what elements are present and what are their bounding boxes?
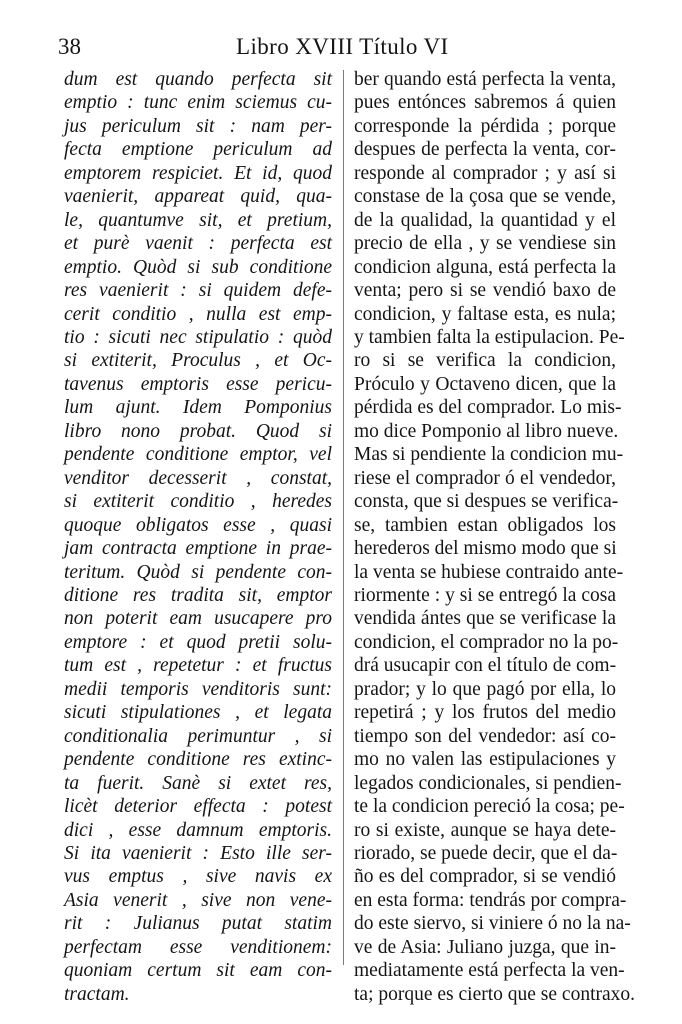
spanish-text-line: riorado, se puede decir, que el da- [354, 842, 618, 864]
spanish-text-line: legados condicionales, si pendien- [354, 772, 622, 794]
latin-text-line: sicuti stipulationes , et legata [64, 702, 332, 724]
spanish-text-line: pues entónces sabremos á quien [354, 92, 616, 114]
latin-text-column [64, 68, 332, 1006]
latin-text-line: jam contracta emptione in prae- [64, 538, 332, 560]
spanish-text-line: responde al comprador ; y así si [354, 162, 616, 184]
spanish-text-line: se, tambien estan obligados los [354, 514, 616, 536]
latin-text-line: venditor decesserit , constat, [64, 467, 332, 489]
latin-text-line: emptio : tunc enim sciemus cu- [64, 92, 332, 114]
column-divider [343, 70, 344, 965]
spanish-text-line: ber quando está perfecta la venta, [354, 69, 616, 90]
latin-text-line: Asia venerit , sive non vene- [64, 889, 332, 911]
latin-text-line: tio : sicuti nec stipulatio : quòd [64, 326, 332, 348]
latin-text-line: lum ajunt. Idem Pomponius [64, 397, 332, 419]
running-head: Libro XVIII Título VI [236, 34, 449, 59]
latin-text-line: le, quantumve sit, et pretium, [64, 209, 332, 231]
latin-text-line: ta fuerit. Sanè si extet res, [64, 772, 332, 794]
spanish-text-line: venta; pero si se vendió baxo de [354, 280, 616, 302]
spanish-text-line: consta, que si despues se verifica- [354, 491, 619, 513]
latin-text-line: res vaenierit : si quidem defe- [64, 280, 332, 302]
latin-text-line: jus periculum sit : nam per- [64, 115, 332, 137]
latin-text-line: teritum. Quòd si pendente con- [64, 561, 332, 583]
latin-text-line: licèt deterior effecta : potest [64, 796, 332, 818]
latin-text-line: quoque obligatos esse , quasi [64, 514, 332, 536]
spanish-text-line: prador; y lo que pagó por ella, lo [354, 678, 616, 700]
spanish-text-line: ro si se verifica la condicion, [354, 350, 616, 372]
spanish-text-line: drá usucapir con el título de com- [354, 655, 617, 677]
spanish-text-line: constase de la çosa que se vende, [354, 186, 616, 208]
latin-text-line: pendente conditione res extinc- [64, 749, 332, 771]
latin-text-line: medii temporis venditoris sunt: [64, 678, 332, 700]
latin-text-line: emptio. Quòd si sub conditione [64, 256, 332, 278]
spanish-text-line: despues de perfecta la venta, cor- [354, 139, 616, 161]
latin-text-line: et purè vaenit : perfecta est [64, 233, 332, 255]
spanish-text-line: de la qualidad, la quantidad y el [354, 209, 616, 231]
latin-text-line: si extiterit conditio , heredes [64, 491, 332, 513]
spanish-text-line: tiempo son del vendedor: así co- [354, 725, 616, 747]
latin-text-line: dici , esse damnum emptoris. [64, 819, 332, 841]
spanish-text-column [354, 68, 636, 1006]
latin-text-line: perfectam esse venditionem: [64, 936, 332, 958]
spanish-text-line: mo dice Pomponio al libro nueve. [354, 420, 619, 442]
spanish-text-line: condicion, y faltase esta, es nula; [354, 303, 616, 325]
latin-text-line: cerit conditio , nulla est emp- [64, 303, 332, 325]
spanish-text-line: ro si existe, aunque se haya dete- [354, 819, 616, 841]
latin-text-line: ditione res tradita sit, emptor [64, 584, 332, 606]
page-number: 38 [58, 34, 81, 59]
spanish-text-line: corresponde la pérdida ; porque [354, 115, 616, 137]
latin-text-line: quoniam certum sit eam con- [64, 960, 332, 982]
spanish-text-line: pérdida es del comprador. Lo mis- [354, 397, 622, 419]
latin-text-line: vaenierit, appareat quid, qua- [64, 186, 332, 208]
latin-text-line: libro nono probat. Quod si [64, 420, 332, 442]
latin-text-line: emptorem respiciet. Et id, quod [64, 162, 332, 184]
latin-text-line: tavenus emptoris esse pericu- [64, 373, 332, 395]
spanish-text-line: do este siervo, si viniere ó no la na- [354, 913, 631, 935]
spanish-text-line: precio de ella , y se vendiese sin [354, 233, 616, 255]
spanish-text-line: repetirá ; y los frutos del medio [354, 702, 616, 724]
latin-text-line: fecta emptione periculum ad [64, 139, 332, 161]
spanish-text-line: riese el comprador ó el vendedor, [354, 467, 616, 489]
latin-text-line: tractam. [64, 983, 130, 1005]
spanish-text-line: mo no valen las estipulaciones y [354, 749, 616, 771]
spanish-text-line: herederos del mismo modo que si [354, 538, 617, 560]
latin-text-line: rit : Julianus putat statim [64, 913, 332, 935]
spanish-text-line: ta; porque es cierto que se contraxo. [354, 983, 636, 1005]
spanish-text-line: ve de Asia: Juliano juzga, que in- [354, 936, 616, 958]
spanish-text-line: condicion, el comprador no la po- [354, 631, 619, 653]
spanish-text-line: en esta forma: tendrás por compra- [354, 889, 627, 911]
spanish-text-line: Próculo y Octaveno dicen, que la [354, 373, 616, 395]
latin-text-line: tum est , repetetur : et fructus [64, 655, 332, 677]
spanish-text-line: riormente : y si se entregó la cosa [354, 584, 616, 606]
spanish-text-line: vendida ántes que se verificase la [354, 608, 616, 630]
spanish-text-line: y tambien falta la estipulacion. Pe- [354, 326, 625, 348]
latin-text-line: dum est quando perfecta sit [64, 69, 332, 90]
latin-text-line: Si ita vaenierit : Esto ille ser- [64, 842, 332, 864]
spanish-text-line: la venta se hubiese contraido ante- [354, 561, 624, 583]
latin-text-line: non poterit eam usucapere pro [64, 608, 332, 630]
spanish-text-line: Mas si pendiente la condicion mu- [354, 444, 624, 466]
spanish-text-line: ño es del comprador, si se vendió [354, 866, 616, 888]
spanish-text-line: te la condicion pereció la cosa; pe- [354, 796, 625, 818]
latin-text-line: emptore : et quod pretii solu- [64, 631, 332, 653]
spanish-text-line: condicion alguna, está perfecta la [354, 256, 616, 278]
latin-text-line: pendente conditione emptor, vel [64, 444, 332, 466]
latin-text-line: vus emptus , sive navis ex [64, 866, 332, 888]
spanish-text-line: mediatamente está perfecta la ven- [354, 960, 625, 982]
latin-text-line: si extiterit, Proculus , et Oc- [64, 350, 332, 372]
latin-text-line: conditionalia perimuntur , si [64, 725, 332, 747]
